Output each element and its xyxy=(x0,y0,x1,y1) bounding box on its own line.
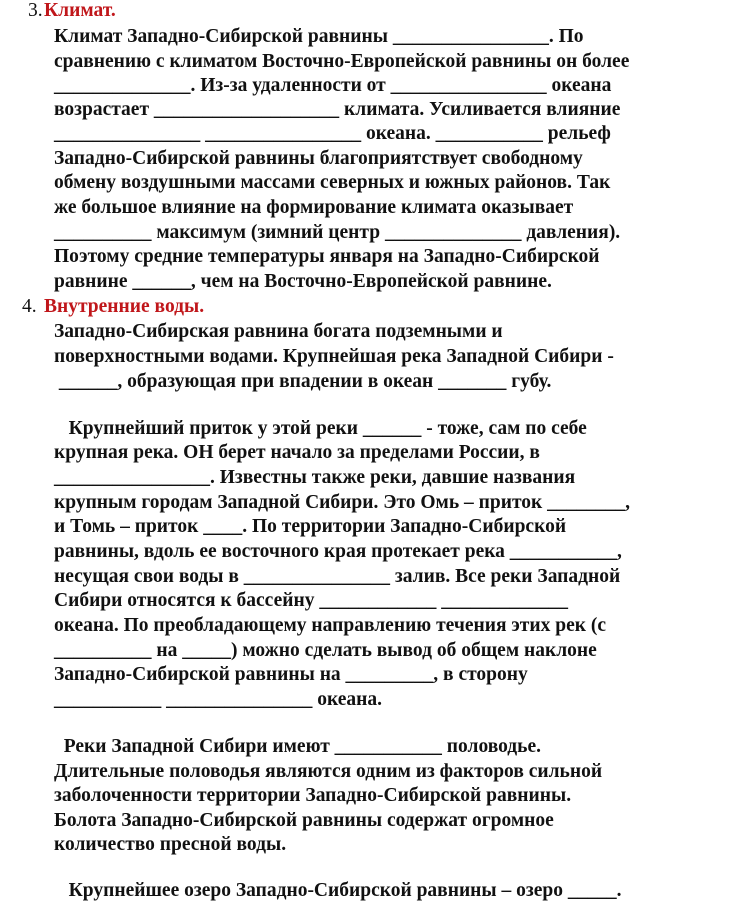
text-line: __________ на _____) можно сделать вывод об общем наклоне xyxy=(54,640,597,661)
text-line: ________________. Известны также реки, давшие названия xyxy=(54,467,576,488)
section-4-number: 4. xyxy=(22,296,37,317)
text-line: Сибири относятся к бассейну ____________ _____________ xyxy=(54,590,568,611)
text-line: Климат Западно-Сибирской равнины ________________. По xyxy=(54,26,584,47)
text-line: Длительные половодья являются одним из факторов сильной xyxy=(54,761,603,782)
text-line: ___________ _______________ океана. xyxy=(54,689,383,710)
text-line: сравнению с климатом Восточно-Европейской равнины он более xyxy=(54,51,630,72)
text-line: Западно-Сибирская равнина богата подземными и xyxy=(54,321,503,342)
text-line: __________ максимум (зимний центр ______________ давления). xyxy=(54,222,621,243)
text-line: ______________. Из-за удаленности от ________________ океана xyxy=(54,75,612,96)
text-line: заболоченности территории Западно-Сибирской равнины. xyxy=(54,785,572,806)
text-line: ______, образующая при впадении в океан _______ губу. xyxy=(54,371,552,392)
text-line: поверхностными водами. Крупнейшая река Западной Сибири - xyxy=(54,346,614,367)
text-line: возрастает ___________________ климата. Усиливается влияние xyxy=(54,99,621,120)
text-line: Болота Западно-Сибирской равнины содержат огромное xyxy=(54,810,554,831)
text-line: _______________ ________________ океана. ___________ рельеф xyxy=(54,123,611,144)
text-line: и Томь – приток ____. По территории Западно-Сибирской xyxy=(54,516,567,537)
text-line: Крупнейший приток у этой реки ______ - тоже, сам по себе xyxy=(54,418,587,439)
text-line: океана. По преобладающему направлению течения этих рек (с xyxy=(54,615,607,636)
section-3-number: 3. xyxy=(28,0,43,21)
text-line: Реки Западной Сибири имеют ___________ половодье. xyxy=(54,736,542,757)
text-line: Западно-Сибирской равнины на _________, в сторону xyxy=(54,664,528,685)
text-line: же большое влияние на формирование климата оказывает xyxy=(54,197,574,218)
text-line: Западно-Сибирской равнины благоприятствует свободному xyxy=(54,148,583,169)
text-line: крупная река. ОН берет начало за пределами России, в xyxy=(54,442,540,463)
text-line: равнине ______, чем на Восточно-Европейской равнине. xyxy=(54,271,552,292)
text-line: крупным городам Западной Сибири. Это Омь – приток ________, xyxy=(54,492,631,513)
text-line: количество пресной воды. xyxy=(54,834,287,855)
text-line: Поэтому средние температуры января на Западно-Сибирской xyxy=(54,246,600,267)
text-line: несущая свои воды в _______________ залив. Все реки Западной xyxy=(54,566,621,587)
text-line: обмену воздушными массами северных и южных районов. Так xyxy=(54,172,611,193)
text-line: Крупнейшее озеро Западно-Сибирской равнины – озеро _____. xyxy=(54,880,622,901)
section-3-title: Климат. xyxy=(44,0,116,21)
text-line: равнины, вдоль ее восточного края протекает река ___________, xyxy=(54,541,622,562)
section-4-title: Внутренние воды. xyxy=(44,296,205,317)
